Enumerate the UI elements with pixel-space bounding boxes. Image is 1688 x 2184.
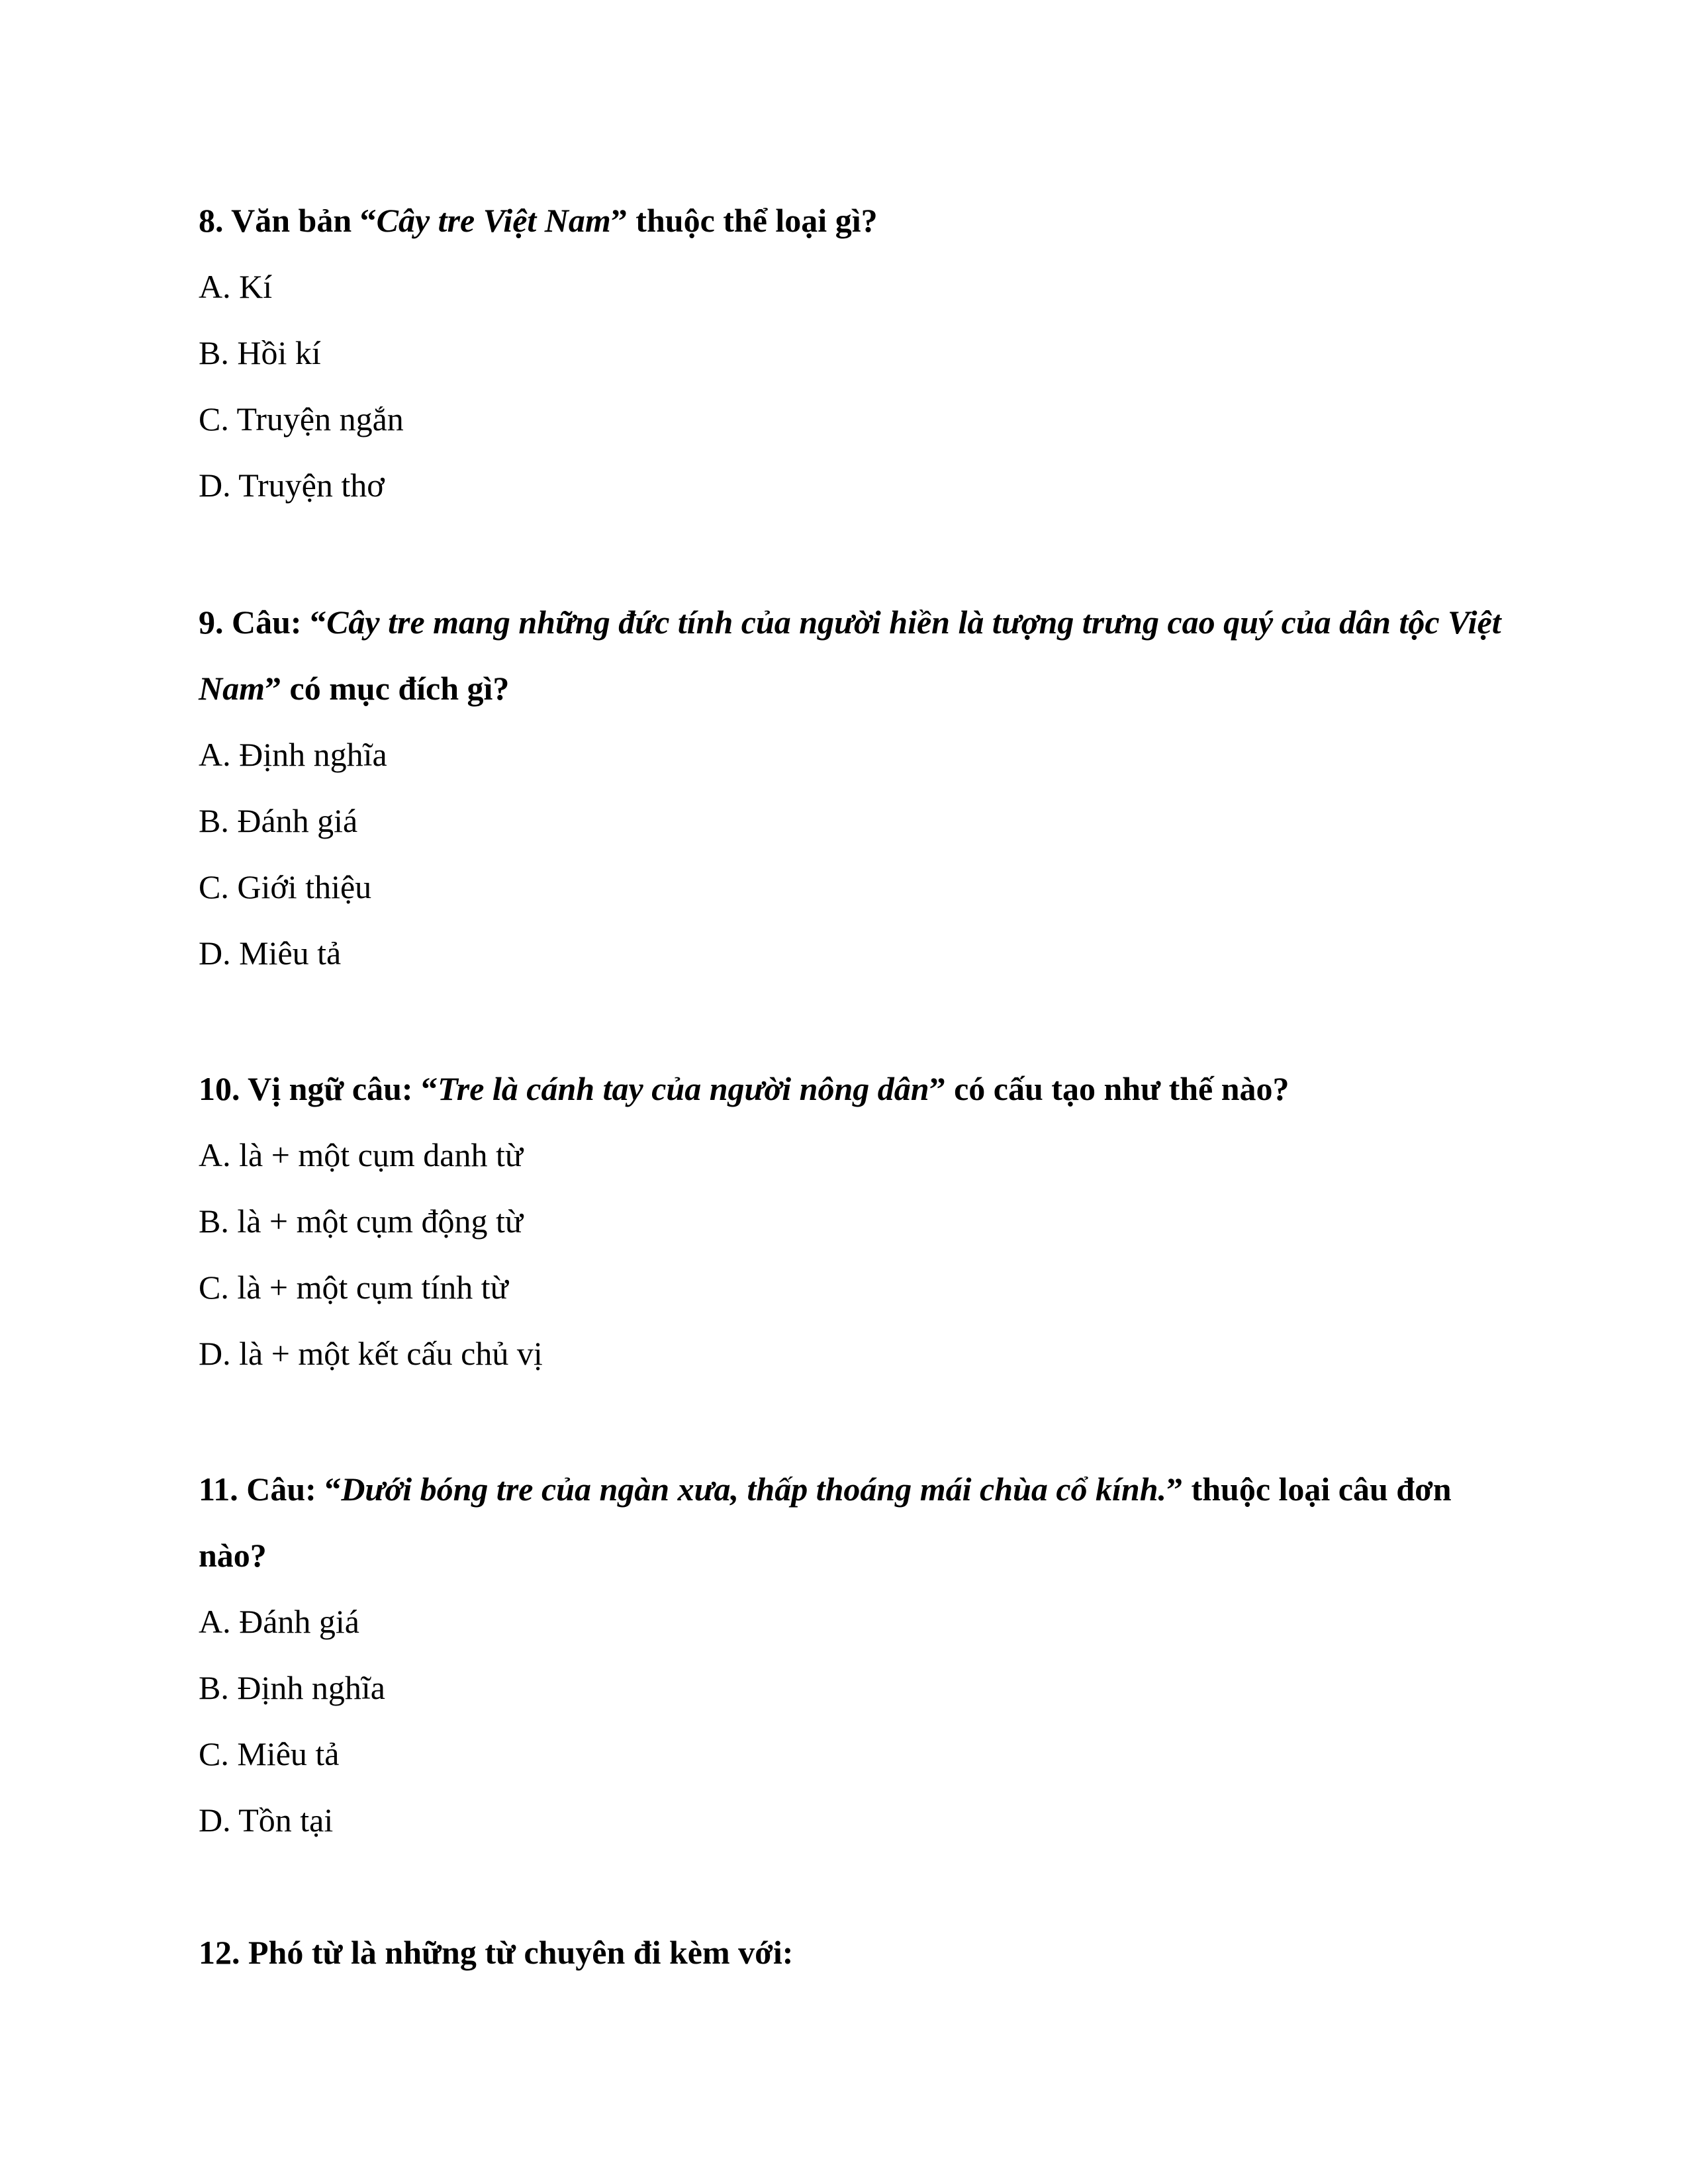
question-text (199, 1456, 1509, 1588)
question-number: 8. (199, 202, 224, 239)
option-b: B. Định nghĩa (199, 1669, 385, 1706)
question-number: 12. (199, 1934, 240, 1971)
option-d: D. Tồn tại (199, 1801, 334, 1839)
question-number: 11. (199, 1471, 238, 1508)
question-suffix: ” có mục đích gì? (265, 670, 510, 707)
question-9 (199, 589, 1509, 986)
question-suffix: ” có cấu tạo như thế nào? (929, 1070, 1289, 1107)
option-b: B. Đánh giá (199, 802, 358, 839)
document-page (199, 0, 1523, 2184)
question-prefix: Phó từ là những từ chuyên đi kèm với: (248, 1934, 794, 1971)
question-prefix: Vị ngữ câu: “ (248, 1070, 438, 1107)
option-a: A. Đánh giá (199, 1603, 359, 1640)
option-d: D. Truyện thơ (199, 467, 385, 504)
question-number: 9. (199, 604, 224, 641)
quoted-text: Cây tre mang những đức tính của người hiền là tượng trưng cao quý của dân tộc Việt Nam (199, 604, 1501, 707)
option-b: B. Hồi kí (199, 334, 321, 371)
question-suffix: ” thuộc loại câu đơn nào? (199, 1471, 1452, 1574)
option-a: A. Kí (199, 268, 273, 305)
question-text (199, 1919, 1509, 1985)
option-b: B. là + một cụm động từ (199, 1203, 523, 1240)
question-11 (199, 1456, 1509, 1853)
question-text (199, 1056, 1509, 1122)
question-number: 10. (199, 1070, 240, 1107)
question-text (199, 589, 1509, 721)
quoted-text: Dưới bóng tre của ngàn xưa, thấp thoáng mái chùa cổ kính. (341, 1471, 1167, 1508)
quoted-text: Tre là cánh tay của người nông dân (438, 1070, 929, 1107)
question-suffix: ” thuộc thể loại gì? (610, 202, 878, 239)
option-c: C. Miêu tả (199, 1735, 340, 1772)
option-d: D. là + một kết cấu chủ vị (199, 1335, 543, 1372)
question-prefix: Câu: “ (232, 604, 327, 641)
option-a: A. là + một cụm danh từ (199, 1136, 523, 1173)
option-c: C. là + một cụm tính từ (199, 1269, 508, 1306)
question-prefix: Văn bản “ (231, 202, 377, 239)
question-12 (199, 1919, 1509, 1985)
option-c: C. Giới thiệu (199, 868, 372, 905)
question-8 (199, 187, 1509, 518)
option-a: A. Định nghĩa (199, 736, 387, 773)
question-prefix: Câu: “ (246, 1471, 342, 1508)
question-text (199, 187, 1509, 253)
option-d: D. Miêu tả (199, 934, 342, 972)
quoted-text: Cây tre Việt Nam (376, 202, 611, 239)
option-c: C. Truyện ngắn (199, 400, 404, 437)
question-10 (199, 1056, 1509, 1387)
